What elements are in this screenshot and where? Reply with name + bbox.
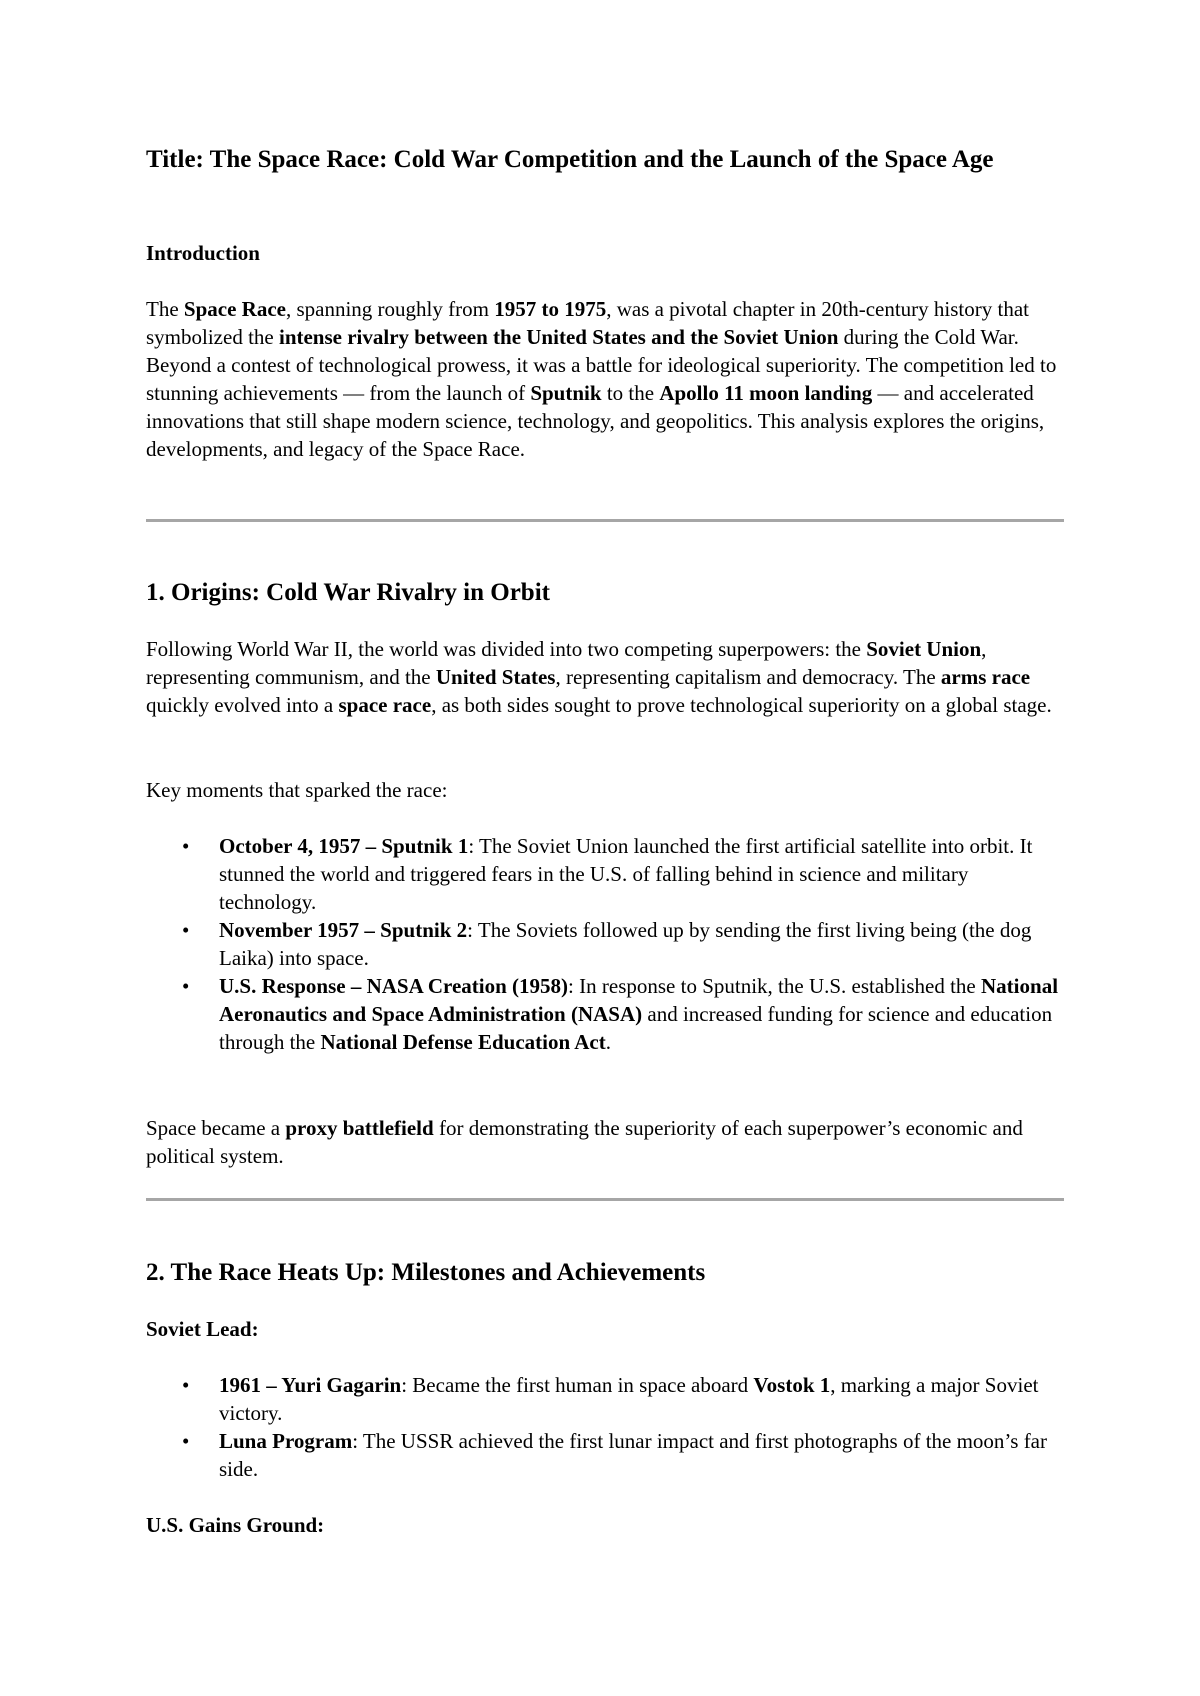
soviet-lead-list bbox=[146, 1371, 1064, 1483]
bold-term: Vostok 1 bbox=[753, 1373, 831, 1397]
list-item bbox=[146, 916, 1064, 972]
list-item bbox=[146, 1427, 1064, 1483]
list-item bbox=[146, 972, 1064, 1056]
section-2-heading: 2. The Race Heats Up: Milestones and Achievements bbox=[146, 1259, 706, 1286]
section-1-heading: 1. Origins: Cold War Rivalry in Orbit bbox=[146, 579, 550, 606]
soviet-lead-heading: Soviet Lead: bbox=[146, 1317, 259, 1341]
bold-term: proxy battlefield bbox=[285, 1116, 434, 1140]
bold-term: November 1957 – Sputnik 2 bbox=[219, 918, 468, 942]
section-1-paragraph: Following World War II, the world was divided into two competing superpowers: the Soviet Union, representing communism, and the United States, representing capitalism and democracy. The arms race quickly evolved into a space race, as both sides sought to prove technological superiority on a global stage. bbox=[146, 637, 1052, 717]
us-gains-heading: U.S. Gains Ground: bbox=[146, 1513, 325, 1537]
bold-term: 1957 to 1975 bbox=[494, 297, 607, 321]
bold-term: Space Race bbox=[183, 297, 286, 321]
introduction-paragraph: The Space Race, spanning roughly from 1957 to 1975, was a pivotal chapter in 20th-century history that symbolized the intense rivalry between the United States and the Soviet Union during the Cold War. Beyond a contest of technological prowess, it was a battle for ideological superiority. The competition led to stunning achievements — from the launch of Sputnik to the Apollo 11 moon landing — and accelerated innovations that still shape modern science, technology, and geopolitics. This analysis explores the origins, developments, and legacy of the Space Race. bbox=[146, 297, 1057, 461]
list-item-text: October 4, 1957 – Sputnik 1: The Soviet Union launched the first artificial satellite into orbit. It stunned the world and triggered fears in the U.S. of falling behind in science and military technology. bbox=[219, 834, 1033, 914]
bold-term: U.S. Response – NASA Creation (1958) bbox=[219, 974, 569, 998]
bold-term: 1961 – Yuri Gagarin bbox=[219, 1373, 402, 1397]
list-item-text: U.S. Response – NASA Creation (1958): In response to Sputnik, the U.S. established the National Aeronautics and Space Administration (NASA) and increased funding for science and education through the National Defense Education Act. bbox=[219, 974, 1059, 1054]
bold-term: Soviet Union bbox=[866, 637, 982, 661]
bullet-glyph: • bbox=[182, 1373, 190, 1397]
list-item-text: 1961 – Yuri Gagarin: Became the first human in space aboard Vostok 1, marking a major Soviet victory. bbox=[219, 1373, 1039, 1425]
bold-term: arms race bbox=[940, 665, 1031, 689]
bold-term: National Defense Education Act bbox=[320, 1030, 606, 1054]
section-divider bbox=[146, 519, 1064, 522]
bullet-glyph: • bbox=[182, 1429, 190, 1453]
bold-term: National Aeronautics and Space Administration (NASA) bbox=[219, 974, 1059, 1026]
bold-term: October 4, 1957 – Sputnik 1 bbox=[219, 834, 469, 858]
document-title: Title: The Space Race: Cold War Competition and the Launch of the Space Age bbox=[146, 146, 994, 173]
bullet-glyph: • bbox=[182, 834, 190, 858]
introduction-heading: Introduction bbox=[146, 241, 260, 265]
list-item bbox=[146, 1371, 1064, 1427]
list-item-text: Luna Program: The USSR achieved the first lunar impact and first photographs of the moon’s far side. bbox=[219, 1429, 1047, 1481]
bold-term: Sputnik bbox=[530, 381, 602, 405]
bold-term: United States bbox=[435, 665, 556, 689]
list-item bbox=[146, 832, 1064, 916]
key-moments-list bbox=[146, 832, 1064, 1056]
list-item-text: November 1957 – Sputnik 2: The Soviets followed up by sending the first living being (the dog Laika) into space. bbox=[219, 918, 1032, 970]
bold-term: space race bbox=[338, 693, 432, 717]
bullet-glyph: • bbox=[182, 918, 190, 942]
section-1-closing-paragraph: Space became a proxy battlefield for demonstrating the superiority of each superpower’s economic and political system. bbox=[146, 1116, 1023, 1168]
bold-term: Apollo 11 moon landing bbox=[659, 381, 873, 405]
bullet-glyph: • bbox=[182, 974, 190, 998]
key-moments-intro: Key moments that sparked the race: bbox=[146, 778, 448, 802]
section-divider bbox=[146, 1198, 1064, 1201]
bold-term: intense rivalry between the United States and the Soviet Union bbox=[278, 325, 839, 349]
bold-term: Luna Program bbox=[219, 1429, 353, 1453]
